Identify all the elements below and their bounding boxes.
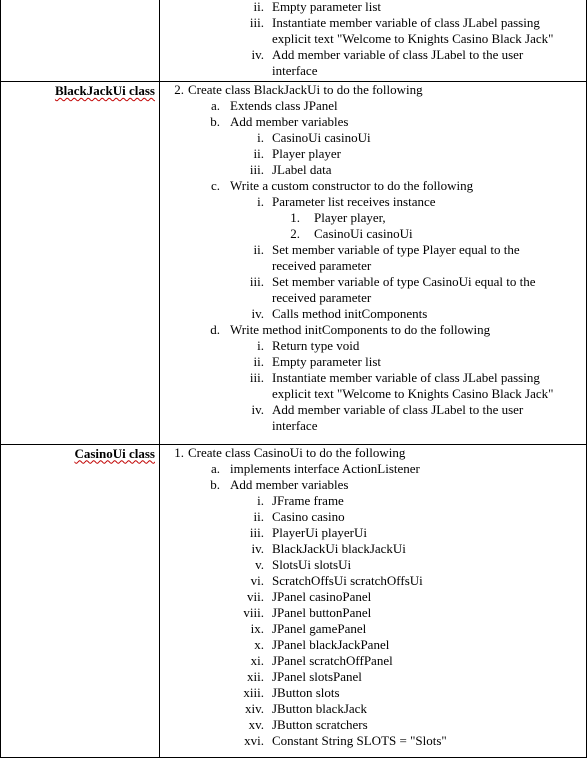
list-item-text: Player player — [272, 146, 341, 162]
list-item — [160, 194, 586, 210]
list-marker: x. — [254, 636, 264, 652]
list-item-text: JFrame frame — [272, 492, 344, 508]
list-item — [160, 47, 586, 63]
list-marker: viii. — [243, 604, 264, 620]
list-item-text: Extends class JPanel — [230, 98, 338, 114]
row-label: BlackJackUi class — [54, 83, 155, 99]
list-marker: c. — [210, 178, 220, 194]
list-item-text: Add member variables — [230, 114, 349, 130]
list-item — [160, 477, 586, 493]
row-label-cell — [1, 444, 160, 757]
list-item — [160, 130, 586, 146]
list-marker: iii. — [249, 370, 264, 386]
list-item — [160, 114, 586, 130]
list-item-text: Write method initComponents to do the following — [230, 322, 491, 338]
list-item-text: explicit text "Welcome to Knights Casino Black Jack" — [272, 386, 554, 402]
table-row — [1, 82, 587, 445]
list-marker: v. — [255, 556, 264, 572]
list-marker: a. — [210, 460, 220, 476]
row-content-cell — [160, 0, 587, 82]
list-item — [160, 63, 586, 79]
list-marker: b. — [210, 476, 220, 492]
list-item-text: CasinoUi casinoUi — [272, 130, 371, 146]
table-row — [1, 0, 587, 82]
list-item-text: received parameter — [272, 258, 372, 274]
list-item — [160, 146, 586, 162]
list-item-text: Add member variable of class JLabel to the user — [272, 402, 524, 418]
list-item-text: Add member variable of class JLabel to the user — [272, 47, 524, 62]
list-marker: a. — [210, 98, 220, 114]
list-item-text: Add member variables — [230, 476, 349, 492]
list-item-text: JPanel gamePanel — [272, 620, 367, 636]
list-item — [160, 242, 586, 258]
list-marker: 1. — [174, 444, 184, 460]
list-marker: i. — [257, 338, 264, 354]
list-marker: iv. — [251, 47, 264, 62]
list-item — [160, 589, 586, 605]
list-item-text: Instantiate member variable of class JLabel passing — [272, 370, 540, 386]
list-item — [160, 541, 586, 557]
list-item — [160, 322, 586, 338]
list-marker: xiii. — [243, 684, 264, 700]
list-marker: ii. — [253, 0, 264, 14]
list-marker: xii. — [247, 668, 264, 684]
list-item-text: ScratchOffsUi scratchOffsUi — [272, 572, 423, 588]
list-item-text: JButton scratchers — [272, 716, 368, 732]
list-item — [160, 717, 586, 733]
list-marker: 1. — [290, 210, 300, 226]
list-marker: ii. — [253, 146, 264, 162]
row-label-cell — [1, 82, 160, 445]
list-marker: 2. — [174, 82, 184, 98]
list-item-text: Constant String SLOTS = "Slots" — [272, 732, 447, 748]
list-marker: vii. — [247, 588, 264, 604]
list-marker: ii. — [253, 354, 264, 370]
list-marker: i. — [257, 194, 264, 210]
table-row — [1, 444, 587, 757]
list-marker: ii. — [253, 242, 264, 258]
list-item — [160, 653, 586, 669]
list-marker: vi. — [250, 572, 264, 588]
list-marker: iv. — [251, 540, 264, 556]
list-item-text: Set member variable of type CasinoUi equal to the — [272, 274, 536, 290]
list-item — [160, 402, 586, 418]
list-item — [160, 418, 586, 434]
list-item — [160, 162, 586, 178]
list-item — [160, 210, 586, 226]
list-marker: iii. — [249, 524, 264, 540]
list-item — [160, 178, 586, 194]
list-item-text: JPanel casinoPanel — [272, 588, 372, 604]
list-marker: 2. — [290, 226, 300, 242]
list-item-text: Parameter list receives instance — [272, 194, 436, 210]
list-item-text: Empty parameter list — [272, 354, 382, 370]
list-item — [160, 82, 586, 98]
list-marker: iv. — [251, 306, 264, 322]
list-marker: ix. — [250, 620, 264, 636]
row-label-cell — [1, 0, 160, 82]
list-item-text: Player player, — [314, 210, 386, 226]
list-item-text: received parameter — [272, 290, 372, 306]
list-item-text: Empty parameter list — [272, 0, 382, 14]
list-item-text: Return type void — [272, 338, 360, 354]
list-item — [160, 258, 586, 274]
list-item — [160, 31, 586, 47]
list-item — [160, 226, 586, 242]
list-item — [160, 445, 586, 461]
list-marker: xi. — [250, 652, 264, 668]
list-item-text: explicit text "Welcome to Knights Casino Black Jack" — [272, 31, 554, 46]
list-item — [160, 573, 586, 589]
list-item — [160, 461, 586, 477]
list-item — [160, 290, 586, 306]
row-label: CasinoUi class — [74, 445, 155, 461]
list-item-text: SlotsUi slotsUi — [272, 556, 352, 572]
list-item — [160, 274, 586, 290]
list-item — [160, 386, 586, 402]
list-item-text: Calls method initComponents — [272, 306, 428, 322]
list-marker: iii. — [249, 274, 264, 290]
list-item-text: JPanel slotsPanel — [272, 668, 362, 684]
list-item — [160, 354, 586, 370]
list-item — [160, 370, 586, 386]
list-item-text: PlayerUi playerUi — [272, 524, 367, 540]
list-item — [160, 306, 586, 322]
list-item-text: interface — [272, 63, 318, 78]
list-item-text: JButton blackJack — [272, 700, 367, 716]
list-item-text: interface — [272, 418, 318, 434]
list-item — [160, 557, 586, 573]
list-marker: i. — [257, 492, 264, 508]
list-item-text: JButton slots — [272, 684, 340, 700]
list-item — [160, 525, 586, 541]
list-item-text: implements interface ActionListener — [230, 460, 420, 476]
list-item — [160, 701, 586, 717]
list-item — [160, 669, 586, 685]
list-item-text: JPanel blackJackPanel — [272, 636, 390, 652]
list-item-text: JPanel scratchOffPanel — [272, 652, 393, 668]
list-marker: iv. — [251, 402, 264, 418]
list-marker: xiv. — [244, 700, 264, 716]
list-item-text: CasinoUi casinoUi — [314, 226, 413, 242]
list-item — [160, 637, 586, 653]
list-marker: xvi. — [244, 732, 264, 748]
list-item — [160, 605, 586, 621]
list-item-text: BlackJackUi blackJackUi — [272, 540, 406, 556]
row-content-cell — [160, 444, 587, 757]
list-item — [160, 493, 586, 509]
list-marker: b. — [210, 114, 220, 130]
list-marker: d. — [210, 322, 220, 338]
list-item — [160, 733, 586, 749]
list-item-text: Casino casino — [272, 508, 345, 524]
list-item — [160, 338, 586, 354]
list-item-text: JPanel buttonPanel — [272, 604, 372, 620]
list-item-text: Set member variable of type Player equal to the — [272, 242, 520, 258]
list-item-text: Write a custom constructor to do the following — [230, 178, 474, 194]
list-marker: i. — [257, 130, 264, 146]
list-item-text: Create class CasinoUi to do the following — [188, 444, 406, 460]
list-item-text: Instantiate member variable of class JLabel passing — [272, 15, 540, 30]
list-marker: iii. — [249, 162, 264, 178]
list-marker: iii. — [249, 15, 264, 30]
list-marker: xv. — [248, 716, 264, 732]
list-item-text: Create class BlackJackUi to do the following — [188, 82, 423, 98]
row-content-cell — [160, 82, 587, 445]
list-marker: ii. — [253, 508, 264, 524]
list-item — [160, 15, 586, 31]
list-item-text: JLabel data — [272, 162, 332, 178]
list-item — [160, 621, 586, 637]
list-item — [160, 509, 586, 525]
list-item — [160, 98, 586, 114]
list-item — [160, 685, 586, 701]
list-item — [160, 0, 586, 15]
